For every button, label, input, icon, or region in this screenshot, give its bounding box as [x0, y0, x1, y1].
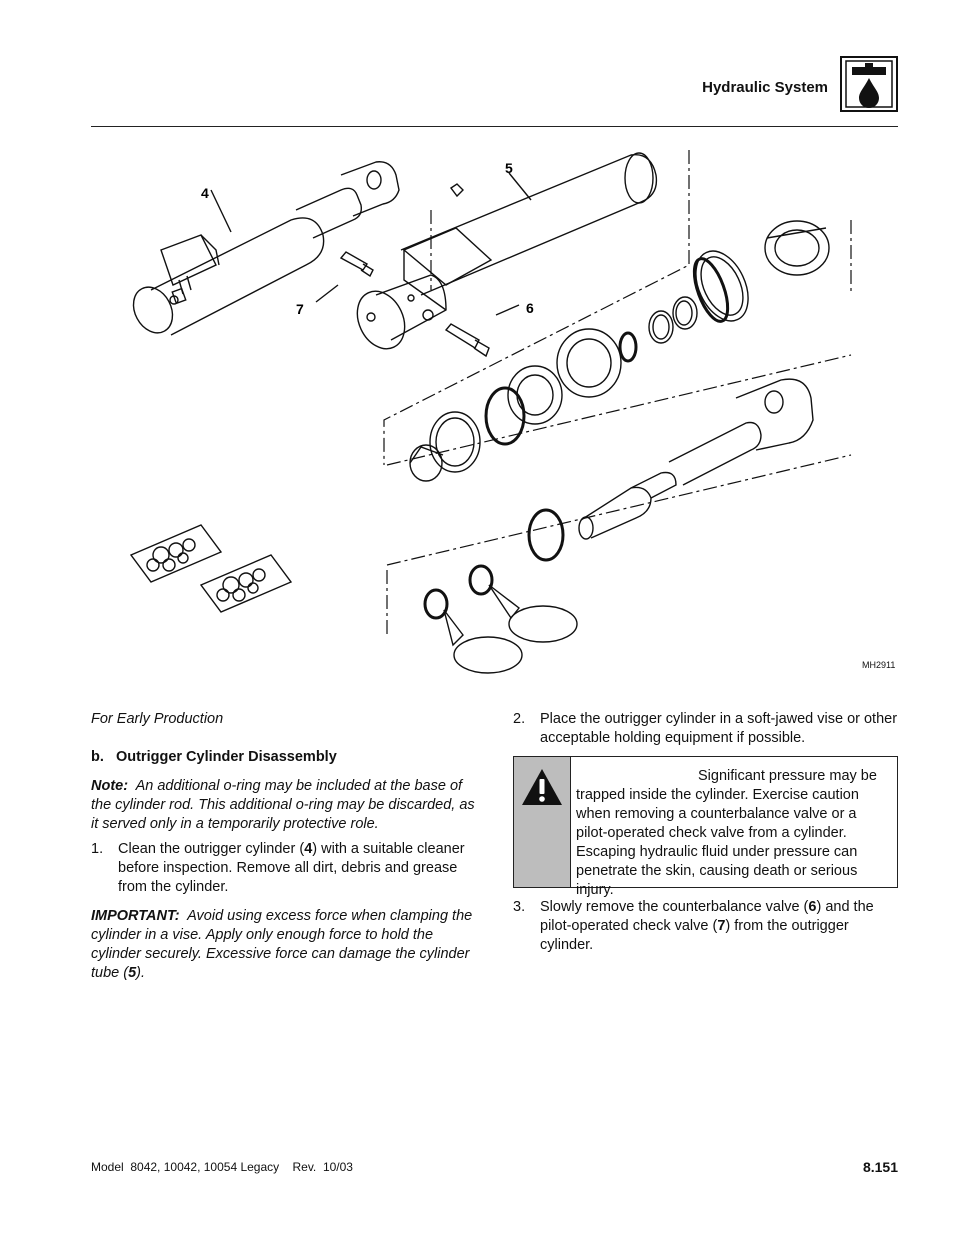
seal-set — [410, 221, 829, 560]
important-paragraph: IMPORTANT: Avoid using excess force when clamping the cylinder in a vise. Apply only enough force to hold the cylinder securely. Excessive force can damage the cylinder tube (5). — [91, 908, 473, 981]
callout-6: 6 — [526, 300, 534, 316]
step-number: 1. — [91, 841, 104, 857]
section-heading: b. Outrigger Cylinder Disassembly — [91, 749, 337, 765]
seal-kit-packages — [131, 525, 291, 612]
callout-4: 4 — [201, 185, 209, 201]
note-paragraph — [91, 777, 483, 834]
left-column — [91, 710, 483, 983]
warning-icon — [520, 767, 564, 807]
step-text: Clean the outrigger cylinder (4) with a suitable cleaner before inspection. Remove all dirt, debris and grease from the cylinder. — [118, 841, 465, 895]
step-number: 2. — [513, 711, 526, 727]
figure-caption: For Early Production — [91, 711, 224, 727]
piston-rod — [579, 379, 813, 539]
step-text: Place the outrigger cylinder in a soft-jawed vise or other acceptable holding equipment if possible. — [540, 711, 898, 746]
important-label: IMPORTANT: — [91, 908, 180, 924]
header-divider — [91, 126, 898, 127]
hydraulic-system-icon — [840, 56, 898, 112]
warning-icon-panel — [514, 757, 571, 887]
step-3 — [513, 898, 898, 955]
note-text: An additional o-ring may be included at the base of the cylinder rod. This additional o-ring may be discarded, as it served only in a temporarily protective role. — [91, 778, 475, 832]
snap-rings — [425, 566, 577, 673]
counterbalance-valve — [446, 324, 489, 356]
cylinder-tube — [348, 153, 656, 356]
callout-5: 5 — [505, 160, 513, 176]
note-label: Note: — [91, 778, 129, 794]
footer-model: Model 8042, 10042, 10054 Legacy Rev. 10/03 — [91, 1160, 353, 1174]
right-column — [513, 710, 898, 955]
warning-box — [513, 756, 898, 898]
section-title: Hydraulic System — [702, 79, 828, 96]
step-1 — [91, 840, 483, 897]
warning-text: Significant pressure may be trapped inside the cylinder. Exercise caution when removing a counterbalance valve or a pilot-operated check valve from a cylinder. Escaping hydraulic fluid under pressure can penetrate the skin, causing death or serious injury. — [576, 768, 877, 898]
figure-id: MH2911 — [862, 660, 896, 670]
exploded-cylinder-illustration — [91, 140, 898, 680]
step-text: Slowly remove the counterbalance valve (6) and the pilot-operated check valve (7) from the outrigger cylinder. — [540, 899, 874, 953]
page-number: 8.151 — [862, 1159, 898, 1175]
step-number: 3. — [513, 899, 526, 915]
callout-7: 7 — [296, 301, 304, 317]
pilot-check-valve — [341, 252, 373, 276]
step-2 — [513, 710, 898, 748]
